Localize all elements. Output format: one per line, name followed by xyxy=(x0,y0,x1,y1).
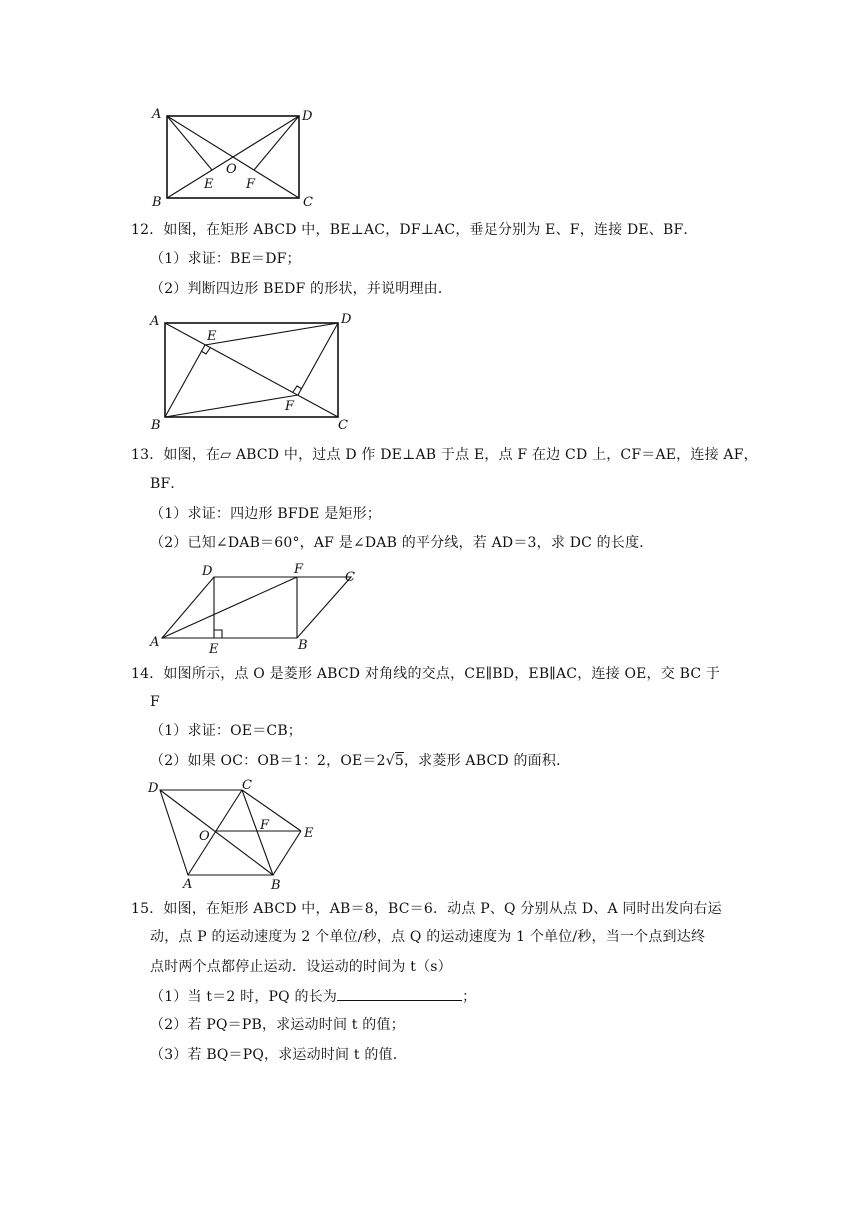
q13-part1: （1）求证：四边形 BFDE 是矩形； xyxy=(150,506,382,522)
label-f: F xyxy=(294,563,304,577)
q15-part1-end: ； xyxy=(462,989,477,1005)
label-b: B xyxy=(151,418,161,433)
answer-blank xyxy=(337,986,462,1001)
label-b: B xyxy=(271,878,281,893)
label-e: E xyxy=(207,329,217,344)
q15-stem-line3: 点时两个点都停止运动．设运动的时间为 t（s） xyxy=(150,959,452,975)
label-c: C xyxy=(345,570,355,585)
label-f: F xyxy=(260,818,270,833)
label-o: O xyxy=(199,829,210,844)
label-c: C xyxy=(338,418,348,433)
q14-part1: （1）求证：OE＝CB； xyxy=(150,723,303,739)
q15-stem-line1: 15．如图，在矩形 ABCD 中，AB＝8，BC＝6．动点 P、Q 分别从点 D、A 同时出发向右运 xyxy=(131,901,722,917)
q14-part2-text-b: ，求菱形 ABCD 的面积． xyxy=(403,753,571,769)
label-f: F xyxy=(285,399,295,414)
label-d: D xyxy=(202,564,213,579)
q14-stem-line1: 14．如图所示，点 O 是菱形 ABCD 对角线的交点，CE∥BD，EB∥AC，连接 OE，交 BC 于 xyxy=(131,666,721,682)
q12-part2: （2）判断四边形 BEDF 的形状，并说明理由． xyxy=(150,281,453,297)
label-b: B xyxy=(152,195,162,210)
figure-q11 xyxy=(145,102,325,210)
q13-stem-line2: BF． xyxy=(150,476,185,492)
label-e: E xyxy=(209,642,219,657)
label-e: E xyxy=(304,826,314,841)
label-d: D xyxy=(302,109,313,124)
q15-part2: （2）若 PQ＝PB，求运动时间 t 的值； xyxy=(150,1017,405,1033)
q12-part1: （1）求证：BE＝DF； xyxy=(150,251,301,267)
label-c: C xyxy=(242,778,252,793)
q14-part2 xyxy=(150,751,570,771)
label-a: A xyxy=(152,107,162,122)
label-c: C xyxy=(303,195,313,210)
label-a: A xyxy=(183,877,193,892)
label-o: O xyxy=(226,162,237,177)
sqrt-sign: √ xyxy=(385,753,395,769)
figure-q12 xyxy=(145,309,360,435)
label-d: D xyxy=(148,781,159,796)
q15-part1 xyxy=(150,986,476,1007)
q15-stem-line2: 动，点 P 的运动速度为 2 个单位/秒，点 Q 的运动速度为 1 个单位/秒，当一个点到达终 xyxy=(150,929,706,945)
label-d: D xyxy=(341,312,352,327)
q15-part3: （3）若 BQ＝PQ，求运动时间 t 的值． xyxy=(150,1047,407,1063)
q14-part2-text-a: （2）如果 OC：OB＝1：2，OE＝2 xyxy=(150,753,386,769)
q12-stem: 12．如图，在矩形 ABCD 中，BE⊥AC，DF⊥AC，垂足分别为 E、F，连接 DE、BF． xyxy=(131,222,698,238)
figure-q14 xyxy=(145,777,325,893)
label-e: E xyxy=(204,177,214,192)
q13-part2: （2）已知∠DAB＝60°，AF 是∠DAB 的平分线，若 AD＝3，求 DC 的长度． xyxy=(150,535,654,551)
label-a: A xyxy=(150,635,160,650)
q14-stem-line2: F xyxy=(150,694,160,710)
label-b: B xyxy=(298,638,308,653)
figure-q13 xyxy=(145,563,370,657)
label-f: F xyxy=(246,177,256,192)
q15-part1-text: （1）当 t＝2 时，PQ 的长为 xyxy=(150,989,338,1005)
q13-stem-line1: 13．如图，在▱ ABCD 中，过点 D 作 DE⊥AB 于点 E，点 F 在边 CD 上，CF＝AE，连接 AF， xyxy=(131,447,758,463)
sqrt-radicand: 5 xyxy=(394,753,404,769)
label-a: A xyxy=(150,314,160,329)
